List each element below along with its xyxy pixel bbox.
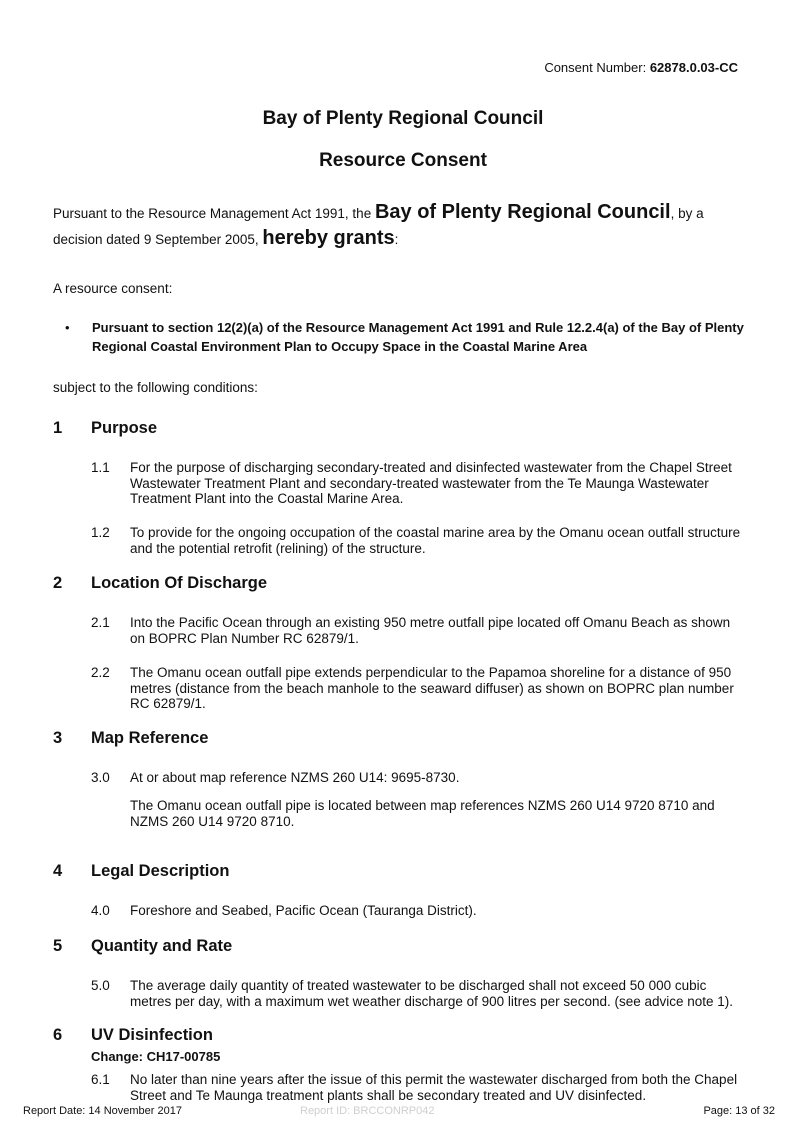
section-title: UV Disinfection [91, 1026, 213, 1044]
condition-text: Into the Pacific Ocean through an existing 950 metre outfall pipe located off Omanu Beach as shown on BOPRC Plan Number RC 62879/1. [130, 615, 731, 646]
document-title: Resource Consent [319, 150, 487, 171]
section-number: 3 [53, 729, 63, 747]
intro-grants: hereby grants [262, 227, 395, 249]
intro-text-1: Pursuant to the Resource Management Act 1991, the [53, 206, 375, 221]
report-id: Report ID: BRCCONRP042 [300, 1105, 435, 1117]
condition-number: 6.1 [91, 1072, 110, 1087]
condition-number: 4.0 [91, 903, 110, 918]
consent-line: A resource consent: [53, 281, 173, 296]
condition-text: The Omanu ocean outfall pipe extends perpendicular to the Papamoa shoreline for a distance of 950 metres (distance from the beach manhole to the seaward diffuser) as shown on BOPRC plan number RC 62879/1. [130, 665, 734, 711]
condition-number: 1.1 [91, 460, 110, 475]
council-title: Bay of Plenty Regional Council [262, 108, 544, 129]
condition-number: 3.0 [91, 770, 110, 785]
consent-number-value: 62878.0.03-CC [649, 60, 738, 75]
intro-paragraph [53, 200, 743, 252]
section-title: Map Reference [91, 729, 209, 747]
section-number: 6 [53, 1026, 63, 1044]
condition-number: 2.2 [91, 665, 110, 680]
section-number: 4 [53, 862, 63, 880]
condition-number: 5.0 [91, 978, 110, 993]
intro-text-2: , by a decision dated 9 September 2005, [53, 206, 704, 247]
bullet-dot: • [65, 320, 70, 335]
condition-text: At or about map reference NZMS 260 U14: 9695-8730. [130, 770, 460, 785]
condition-text: No later than nine years after the issue of this permit the wastewater discharged from both the Chapel Street and Te Maunga treatment plants shall be secondary treated and UV disinfected. [130, 1072, 738, 1103]
consent-number-label: Consent Number: [544, 60, 647, 75]
consent-number [544, 60, 738, 75]
condition-text: For the purpose of discharging secondary-treated and disinfected wastewater from the Chapel Street Wastewater Treatment Plant and secondary-treated wastewater from the Te Maunga Wastewater Treatment Plant into the Coastal Marine Area. [130, 460, 732, 506]
section-title: Legal Description [91, 862, 230, 880]
section-title: Quantity and Rate [91, 937, 233, 955]
section-title: Purpose [91, 419, 158, 437]
bullet-text: Pursuant to section 12(2)(a) of the Resource Management Act 1991 and Rule 12.2.4(a) of the Bay of Plenty Regional Coastal Environment Plan to Occupy Space in the Coastal Marine Area [92, 320, 744, 354]
condition-text: Foreshore and Seabed, Pacific Ocean (Tauranga District). [130, 903, 477, 918]
condition-text: To provide for the ongoing occupation of the coastal marine area by the Omanu ocean outfall structure and the potential retrofit (relining) of the structure. [130, 525, 741, 556]
intro-text-3: : [394, 232, 399, 247]
change-reference: Change: CH17-00785 [91, 1049, 221, 1064]
condition-text: The Omanu ocean outfall pipe is located between map references NZMS 260 U14 9720 8710 and NZMS 260 U14 9720 8710. [130, 798, 715, 829]
page-number: Page: 13 of 32 [703, 1105, 775, 1117]
consent-bullet [65, 318, 745, 356]
subject-line: subject to the following conditions: [53, 380, 258, 395]
condition-number: 1.2 [91, 525, 110, 540]
section-number: 5 [53, 937, 63, 955]
section-number: 1 [53, 419, 63, 437]
section-number: 2 [53, 574, 63, 592]
condition-text: The average daily quantity of treated wastewater to be discharged shall not exceed 50 000 cubic metres per day, with a maximum wet weather discharge of 900 litres per second. (see advice note 1). [130, 978, 734, 1009]
condition-number: 2.1 [91, 615, 110, 630]
intro-council-name: Bay of Plenty Regional Council [374, 201, 671, 223]
report-date: Report Date: 14 November 2017 [23, 1105, 182, 1117]
section-title: Location Of Discharge [91, 574, 268, 592]
